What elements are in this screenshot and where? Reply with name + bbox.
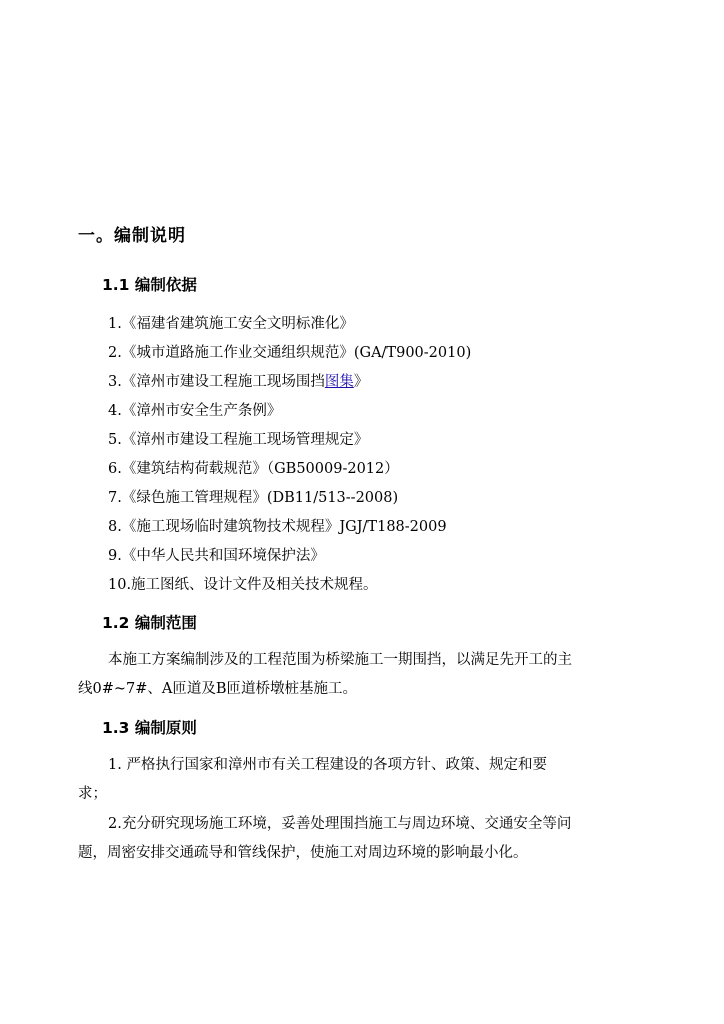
subsection-principles-title: 1.3 编制原则 bbox=[102, 719, 197, 737]
reference-item: 8.《施工现场临时建筑物技术规程》JGJ/T188-2009 bbox=[108, 519, 447, 535]
paragraph-line: 2.充分研究现场施工环境，妥善处理围挡施工与周边环境、交通安全等问 bbox=[108, 816, 572, 832]
reference-item: 1.《福建省建筑施工安全文明标准化》 bbox=[108, 316, 354, 332]
section-title: 一。编制说明 bbox=[78, 226, 186, 246]
paragraph-line: 1. 严格执行国家和漳州市有关工程建设的各项方针、政策、规定和要 bbox=[108, 757, 547, 773]
reference-text-end: 》 bbox=[353, 374, 369, 390]
scope-paragraph bbox=[78, 646, 668, 704]
reference-item: 2.《城市道路施工作业交通组织规范》(GA/T900-2010) bbox=[108, 345, 472, 361]
reference-item: 4.《漳州市安全生产条例》 bbox=[108, 403, 282, 419]
reference-item: 6.《建筑结构荷载规范》（GB50009-2012） bbox=[108, 461, 399, 477]
reference-item bbox=[108, 370, 368, 391]
reference-item: 10.施工图纸、设计文件及相关技术规程。 bbox=[108, 577, 378, 593]
reference-link[interactable]: 图集 bbox=[324, 374, 354, 390]
paragraph-line: 题，周密安排交通疏导和管线保护，使施工对周边环境的影响最小化。 bbox=[78, 845, 528, 861]
paragraph-line: 线0#~7#、A匝道及B匝道桥墩桩基施工。 bbox=[78, 681, 358, 697]
subsection-scope-title: 1.2 编制范围 bbox=[102, 614, 197, 632]
principle-paragraph bbox=[78, 810, 668, 868]
subsection-basis-title: 1.1 编制依据 bbox=[102, 276, 197, 294]
paragraph-line: 本施工方案编制涉及的工程范围为桥梁施工一期围挡，以满足先开工的主 bbox=[108, 652, 572, 668]
reference-text: 3.《漳州市建设工程施工现场围挡 bbox=[108, 374, 325, 390]
reference-item: 7.《绿色施工管理规程》(DB11/513--2008) bbox=[108, 490, 399, 506]
principle-paragraph bbox=[78, 751, 668, 809]
reference-item: 9.《中华人民共和国环境保护法》 bbox=[108, 548, 325, 564]
reference-item: 5.《漳州市建设工程施工现场管理规定》 bbox=[108, 432, 369, 448]
paragraph-line: 求； bbox=[78, 786, 107, 802]
